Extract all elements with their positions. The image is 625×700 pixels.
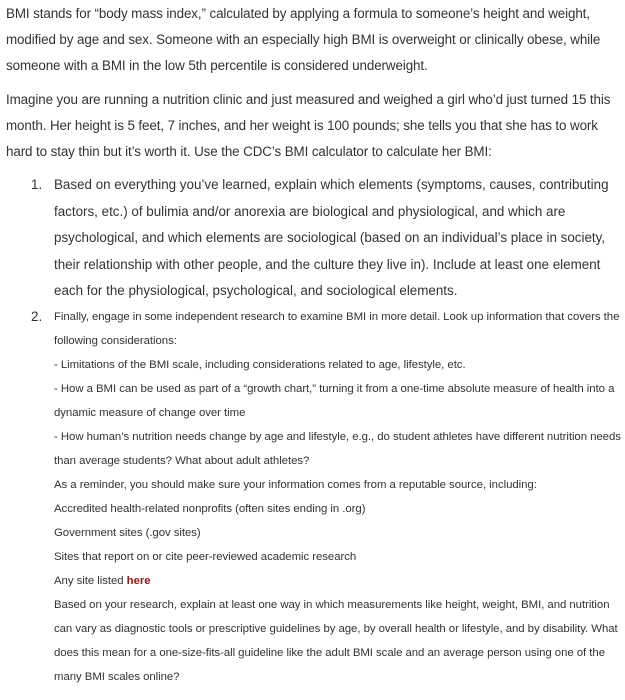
intro-paragraph-bmi-definition: BMI stands for “body mass index,” calculated by applying a formula to someone’s height and weight, modified by age and sex. Someone with an especially high BMI is overweight or clinically obese, while someone with a BMI in the low 5th percentile is considered underweight. <box>6 6 601 73</box>
source-item-any-site <box>54 569 621 593</box>
any-site-prefix: Any site listed <box>54 574 124 587</box>
question-list <box>6 172 621 689</box>
consideration-item: - How a BMI can be used as part of a “growth chart,” turning it from a one-time absolute measure of health into a dynamic measure of change over time <box>54 382 615 419</box>
consideration-item: - Limitations of the BMI scale, including considerations related to age, lifestyle, etc. <box>54 358 466 371</box>
intro-paragraph-clinic-scenario: Imagine you are running a nutrition clinic and just measured and weighed a girl who’d just turned 15 this month. Her height is 5 feet, 7 inches, and her weight is 100 pounds; she tells you that she has to work hard to stay thin but it’s worth it. Use the CDC’s BMI calculator to calculate her BMI: <box>6 92 611 159</box>
source-reminder: As a reminder, you should make sure your information comes from a reputable source, including: <box>54 478 537 491</box>
question-number: 1. <box>31 177 43 192</box>
consideration-item: - How human’s nutrition needs change by age and lifestyle, e.g., do student athletes have different nutrition needs than average students? What about adult athletes? <box>54 430 621 467</box>
question-item-2 <box>6 305 621 689</box>
question-2-intro: Finally, engage in some independent research to examine BMI in more detail. Look up information that covers the following considerations: <box>54 310 620 347</box>
question-number: 2. <box>31 308 43 324</box>
question-1-text: Based on everything you’ve learned, explain which elements (symptoms, causes, contributing factors, etc.) of bulimia and/or anorexia are biological and physiological, and which are psychological, and which elements are sociological (based on an individual’s place in society, their relationship with other people, and the culture they live in). Include at least one element each for the physiological, psychological, and sociological elements. <box>54 177 609 298</box>
source-item: Government sites (.gov sites) <box>54 526 201 539</box>
here-link[interactable]: here <box>126 574 151 587</box>
source-item: Sites that report on or cite peer-reviewed academic research <box>54 550 357 563</box>
question-item-1 <box>6 172 621 305</box>
question-2-closing: Based on your research, explain at least one way in which measurements like height, weight, BMI, and nutrition can vary as diagnostic tools or prescriptive guidelines by age, by overall health or lifestyle, and by disability. What does this mean for a one-size-fits-all guideline like the adult BMI scale and an average person using one of the many BMI scales online? <box>54 598 618 683</box>
source-item: Accredited health-related nonprofits (often sites ending in .org) <box>54 502 366 515</box>
